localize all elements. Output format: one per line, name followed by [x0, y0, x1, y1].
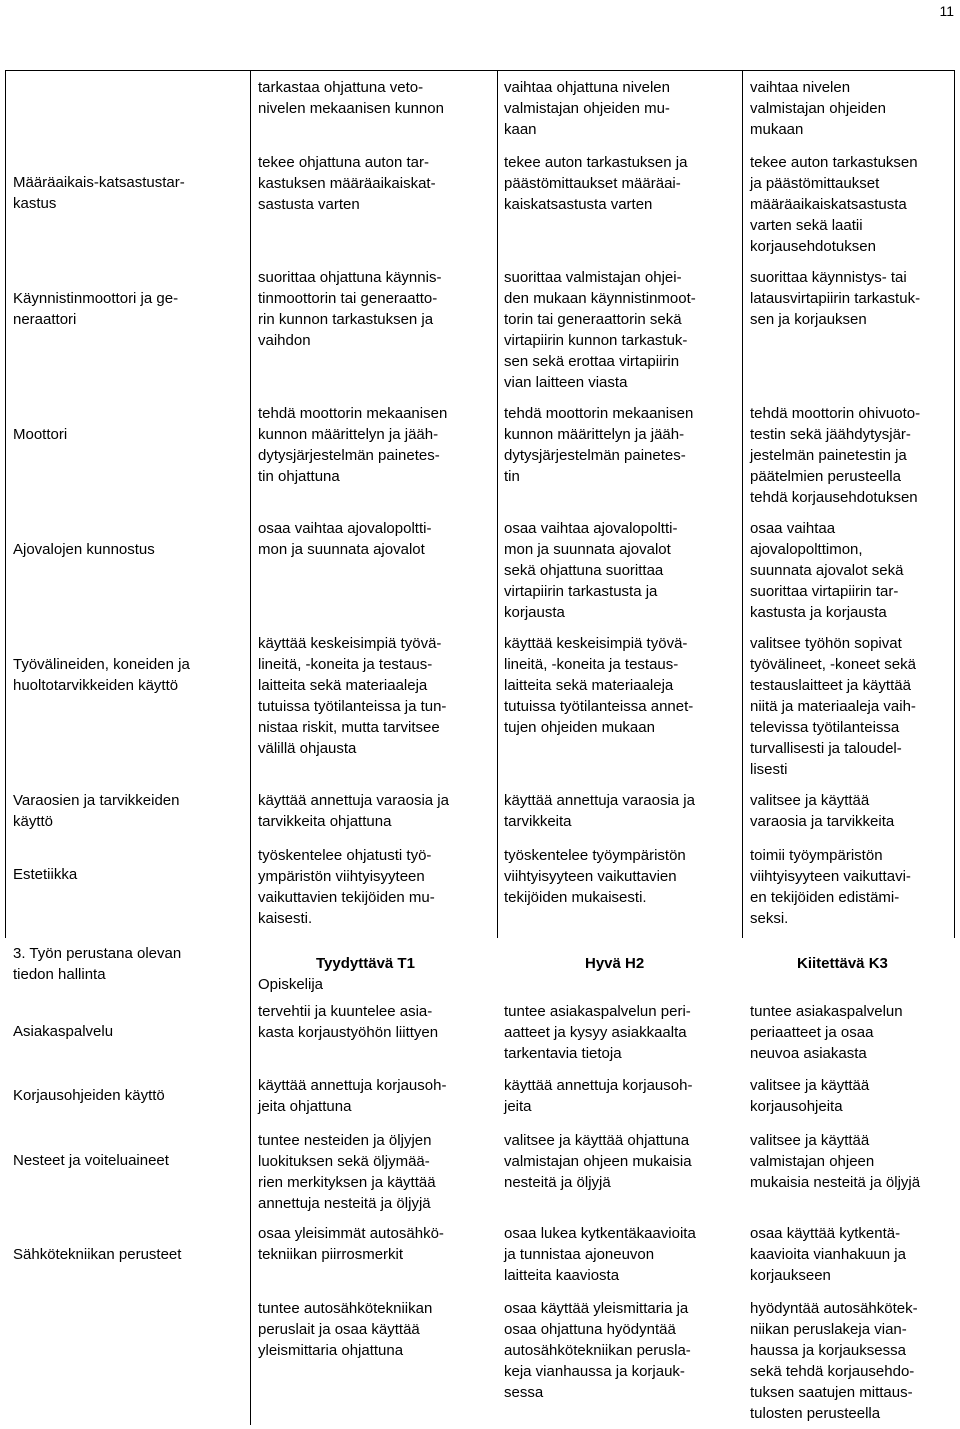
row-2-label: Käynnistinmoottori ja ge- neraattori [13, 290, 179, 328]
row-2-h2: suorittaa valmistajan ohjei- den mukaan käynnistinmoot- torin tai generaattorin sekä virtapiirin kunnon tarkastuk- sen sekä erottaa virtapiirin vian laitteen viasta [504, 269, 696, 391]
lower-row-4-h2: osaa käyttää yleismittaria ja osaa ohjattuna hyödyntää autosähkötekniikan perusla- keja vianhaussa ja korjauk- sessa [504, 1300, 691, 1401]
lower-row-4-k3: hyödyntää autosähkötek- niikan peruslakeja vian- haussa ja korjauksessa sekä tehdä korjausehdo- tuksen saatujen mittaus- tulosten perusteella [750, 1300, 918, 1422]
row-7-h2: työskentelee työympäristön viihtyisyyteen vaikuttavien tekijöiden mukaisesti. [504, 847, 686, 906]
row-2-k3: suorittaa käynnistys- tai latausvirtapiirin tarkastuk- sen ja korjauksen [750, 269, 921, 328]
row-5-label: Työvälineiden, koneiden ja huoltotarvikkeiden käyttö [13, 656, 190, 694]
section-title: 3. Työn perustana olevan tiedon hallinta [13, 945, 182, 983]
lower-row-0-h2: tuntee asiakaspalvelun peri- aatteet ja kysyy asiakkaalta tarkentavia tietoja [504, 1003, 691, 1062]
row-7-k3: toimii työympäristön viihtyisyyteen vaikuttavi- en tekijöiden edistämi- seksi. [750, 847, 911, 927]
row-0-t1: tarkastaa ohjattuna veto- nivelen mekaanisen kunnon [258, 79, 444, 117]
row-3-k3: tehdä moottorin ohivuoto- testin sekä jäähdytysjär- jestelmän painetestin ja päätelmien perusteella tehdä korjausehdotuksen [750, 405, 921, 506]
row-7-t1: työskentelee ohjatusti työ- ympäristön viihtyisyyteen vaikuttavien tekijöiden mu- kaisesti. [258, 847, 435, 927]
row-6-k3: valitsee ja käyttää varaosia ja tarvikkeita [750, 792, 895, 830]
lower-row-2-t1: tuntee nesteiden ja öljyjen luokituksen sekä öljymää- rien merkityksen ja käyttää annettuja nesteitä ja öljyjä [258, 1132, 436, 1212]
row-6-h2: käyttää annettuja varaosia ja tarvikkeita [504, 792, 695, 830]
lower-row-1-label: Korjausohjeiden käyttö [13, 1087, 165, 1104]
table-border-right [954, 70, 955, 938]
row-1-t1: tekee ohjattuna auton tar- kastuksen määräaikaiskat- sastusta varten [258, 154, 436, 213]
lower-row-1-h2: käyttää annettuja korjausoh- jeita [504, 1077, 693, 1115]
lower-row-1-k3: valitsee ja käyttää korjausohjeita [750, 1077, 870, 1115]
row-6-label: Varaosien ja tarvikkeiden käyttö [13, 792, 180, 830]
column-divider-t1 [497, 70, 498, 938]
row-1-label: Määräaikais-katsastustar- kastus [13, 174, 185, 212]
row-3-t1: tehdä moottorin mekaanisen kunnon määrittelyn ja jääh- dytysjärjestelmän painetes- tin ohjattuna [258, 405, 448, 485]
row-1-h2: tekee auton tarkastuksen ja päästömittaukset määräai- kaiskatsastusta varten [504, 154, 688, 213]
column-divider-h2 [742, 70, 743, 938]
lower-row-0-t1: tervehtii ja kuuntelee asia- kasta korjaustyöhön liittyen [258, 1003, 439, 1041]
row-3-h2: tehdä moottorin mekaanisen kunnon määrittelyn ja jääh- dytysjärjestelmän painetes- tin [504, 405, 694, 485]
row-2-t1: suorittaa ohjattuna käynnis- tinmoottorin tai generaatto- rin kunnon tarkastuksen ja vaihdon [258, 269, 442, 349]
lower-row-2-h2: valitsee ja käyttää ohjattuna valmistajan ohjeen mukaisia nesteitä ja öljyjä [504, 1132, 692, 1191]
row-4-h2: osaa vaihtaa ajovalopoltti- mon ja suunnata ajovalot sekä ohjattuna suorittaa virtapiirin tarkastusta ja korjausta [504, 520, 678, 621]
header-h2: Hyvä H2 [585, 955, 645, 972]
row-4-t1: osaa vaihtaa ajovalopoltti- mon ja suunnata ajovalot [258, 520, 432, 558]
row-6-t1: käyttää annettuja varaosia ja tarvikkeita ohjattuna [258, 792, 449, 830]
lower-row-0-label: Asiakaspalvelu [13, 1023, 114, 1040]
lower-row-3-k3: osaa käyttää kytkentä- kaavioita vianhakuun ja korjaukseen [750, 1225, 906, 1284]
lower-row-2-k3: valitsee ja käyttää valmistajan ohjeen mukaisia nesteitä ja öljyjä [750, 1132, 921, 1191]
row-0-h2: vaihtaa ohjattuna nivelen valmistajan ohjeiden mu- kaan [504, 79, 670, 138]
row-5-h2: käyttää keskeisimpiä työvä- lineitä, -koneita ja testaus- laitteita sekä materiaaleja tutuissa työtilanteissa annet- tujen ohjeiden mukaan [504, 635, 694, 736]
row-0-k3: vaihtaa nivelen valmistajan ohjeiden mukaan [750, 79, 886, 138]
row-4-label: Ajovalojen kunnostus [13, 541, 155, 558]
row-4-k3: osaa vaihtaa ajovalopolttimon, suunnata ajovalot sekä suorittaa virtapiirin tar- kastusta ja korjausta [750, 520, 904, 621]
header-t1: Tyydyttävä T1 [316, 955, 415, 972]
table-border-top [5, 70, 955, 71]
header-k3: Kiitettävä K3 [797, 955, 888, 972]
lower-row-1-t1: käyttää annettuja korjausoh- jeita ohjattuna [258, 1077, 447, 1115]
lower-row-2-label: Nesteet ja voiteluaineet [13, 1152, 169, 1169]
row-7-label: Estetiikka [13, 866, 78, 883]
table-border-left [5, 70, 6, 938]
lower-row-3-label: Sähkötekniikan perusteet [13, 1246, 182, 1263]
lower-row-3-t1: osaa yleisimmät autosähkö- tekniikan piirrosmerkit [258, 1225, 444, 1263]
lower-row-0-k3: tuntee asiakaspalvelun periaatteet ja osaa neuvoa asiakasta [750, 1003, 903, 1062]
row-1-k3: tekee auton tarkastuksen ja päästömittaukset määräaikaiskatsastusta varten sekä laatii korjausehdotuksen [750, 154, 918, 255]
row-5-k3: valitsee työhön sopivat työvälineet, -koneet sekä testauslaitteet ja käyttää niitä ja materiaaleja vaih- televissa työtilanteissa turvallisesti ja taloudel- lisesti [750, 635, 916, 778]
row-5-t1: käyttää keskeisimpiä työvä- lineitä, -koneita ja testaus- laitteita sekä materiaaleja tutuissa työtilanteissa ja tun- nistaa riskit, mutta tarvitsee välillä ohjausta [258, 635, 447, 757]
lower-row-4-t1: tuntee autosähkötekniikan peruslait ja osaa käyttää yleismittaria ohjattuna [258, 1300, 433, 1359]
row-3-label: Moottori [13, 426, 68, 443]
lower-row-3-h2: osaa lukea kytkentäkaavioita ja tunnistaa ajoneuvon laitteita kaaviosta [504, 1225, 696, 1284]
subheader-opiskelija: Opiskelija [258, 976, 324, 993]
column-divider-label [250, 70, 251, 1425]
page-number: 11 [939, 3, 954, 19]
